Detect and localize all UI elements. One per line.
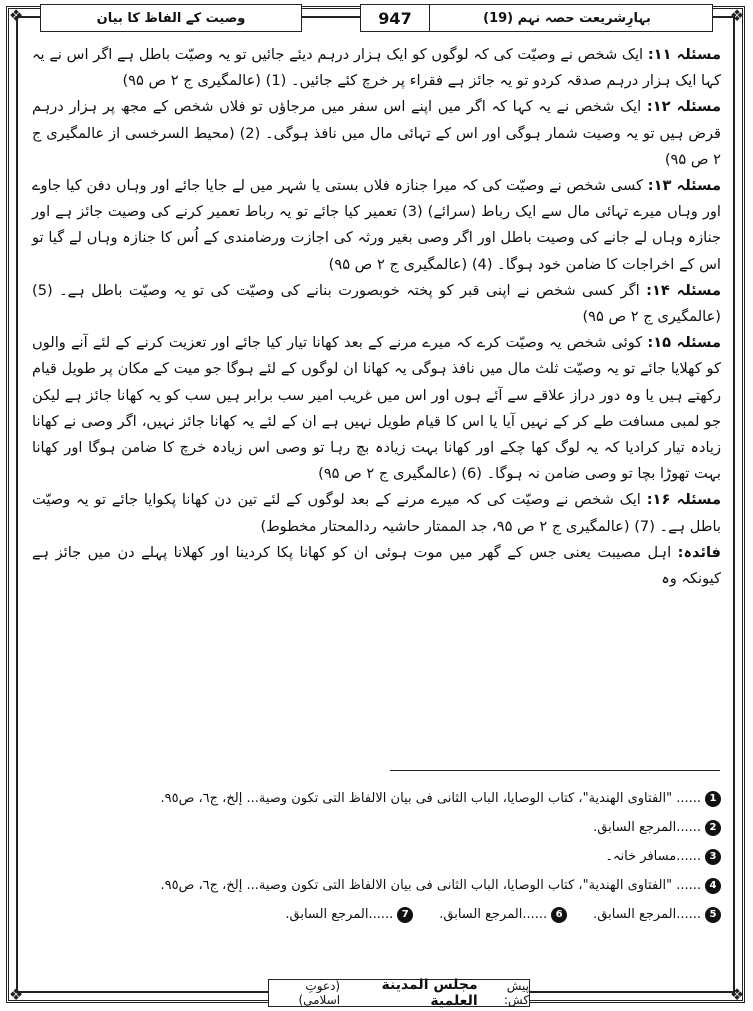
corner-ornament-icon: ❖: [8, 6, 24, 25]
masala-label: مسئلہ ۱۱:: [647, 46, 722, 63]
main-text: [32, 42, 721, 592]
footnote-text: ......المرجع السابق.: [439, 907, 548, 922]
footnote-number: 6: [551, 907, 567, 923]
masala-label: مسئلہ ۱۳:: [647, 177, 722, 195]
footnote-number: 5: [705, 907, 721, 923]
paragraph-text: کوئی شخص یہ وصیّت کرے کہ میرے مرنے کے بعد کھانا تیار کیا جائے اور تعزیت کرنے کے لئے آنے والوں کو کھلایا جائے تو یہ وصیّت ثلث مال میں نافذ ہوگی یہ کھانا ان لوگوں کے لئے ہوگا جو میت کے مکان پر طویل قیام رکھتے ہیں یا وہ دور دراز علاقے سے آئے ہوں اور اس میں غریب امیر سب برابر ہیں سب کو یہ کھانا جائز ہے لیکن جو لمبی مسافت طے کر کے نہیں آیا یا اس کا قیام طویل نہیں ہے ان کے لئے یہ کھانا جائز نہیں، اگر وصی نے کھانا زیادہ تیار کرادیا کہ یہ لوگ کھا چکے اور کھانا بہت زیادہ بچ رہا تو وصی اس زیادہ خرچ کا ضامن ہوگا اور کھانا بہت تھوڑا بچا تو وصی ضامن نہ ہوگا۔ (6) (عالمگیری ج ۲ ص ۹۵): [32, 334, 721, 483]
paragraph-text: اگر کسی شخص نے اپنی قبر کو پختہ خوبصورت بنانے کی وصیّت کی تو یہ وصیّت باطل ہے۔ (5) (عالمگیری ج ۲ ص ۹۵): [32, 281, 721, 326]
publisher-box: [268, 979, 530, 1007]
footnote: [32, 813, 721, 842]
publisher-name: مجلس المدينة العلمية: [381, 977, 478, 1009]
faida-label: فائدہ:: [677, 543, 721, 561]
footnote-text: ......المرجع السابق.: [593, 820, 701, 835]
paragraph-text: ایک شخص نے وصیّت کی کہ لوگوں کو ایک ہزار درہم دیئے جائیں تو یہ وصیّت باطل ہے اگر اس نے یہ کہا ایک ہزار درہم صدقہ کردو تو یہ جائز ہے فقراء پر خرچ کئے جائیں۔ (1) (عالمگیری ج ۲ ص ۹۵): [32, 46, 721, 90]
masala-label: مسئلہ ۱۲:: [646, 98, 721, 116]
corner-ornament-icon: ❖: [729, 985, 745, 1004]
footnote: [593, 900, 721, 929]
corner-ornament-icon: ❖: [8, 985, 24, 1004]
masala-label: مسئلہ ۱۴:: [646, 281, 721, 299]
footnotes: [32, 784, 721, 929]
book-title: بہارِشریعت حصہ نہم (19): [421, 4, 713, 32]
footnote: [32, 871, 721, 900]
paragraph: [32, 487, 721, 539]
paragraph: [32, 173, 721, 278]
paragraph: [32, 540, 721, 592]
footnote-text: ...... "الفتاوى الهندية"، كتاب الوصايا، الباب الثانى فى بيان الالفاظ التى تكون وصية... إلخ، ج٦، ص٩٥.: [160, 878, 701, 893]
paragraph-text: اہل مصیبت یعنی جس کے گھر میں موت ہوئی ان کو کھانا پکا کردینا اور کھلانا پہلے دن میں جائز ہے کیونکہ وہ: [32, 543, 721, 588]
footnote-text: ......المرجع السابق.: [285, 907, 394, 922]
page-footer: [20, 979, 733, 1007]
footnote-number: 4: [705, 878, 721, 894]
footnote: [32, 842, 721, 871]
page-number: 947: [360, 4, 430, 32]
footnote: [285, 900, 413, 929]
footnote-number: 1: [705, 791, 721, 807]
paragraph-text: ایک شخص نے وصیّت کی کہ میرے مرنے کے بعد لوگوں کے لئے تین دن کھانا پکوایا جائے تو یہ وصیّت باطل ہے۔ (7) (عالمگیری ج ۲ ص ۹۵، جد الممتار حاشیہ ردالمحتار مخطوط): [32, 491, 721, 535]
chapter-title: وصیت کے الفاظ کا بیان: [40, 4, 302, 32]
paragraph: [32, 94, 721, 173]
corner-ornament-icon: ❖: [729, 6, 745, 25]
footnote: [439, 900, 567, 929]
paragraph-text: کسی شخص نے وصیّت کی کہ میرا جنازہ فلاں بستی یا شہر میں لے جایا جائے اور وہاں دفن کیا جاوے اور وہاں میرے تہائی مال سے ایک رباط (سرائے) (3) تعمیر کیا جائے تو یہ رباط تعمیر کرنے کی وصیت جائز ہے اور جنازہ وہاں لے جانے کی وصیت باطل اور اگر وصی بغیر ورثہ کی اجازت ورضامندی کے اُس کا جنازہ وہاں لے گیا تو اس کے اخراجات کا ضامن خود ہوگا۔ (4) (عالمگیری ج ۲ ص ۹۵): [32, 177, 721, 273]
footnote-text: ...... "الفتاوى الهندية"، كتاب الوصايا، الباب الثانى فى بيان الالفاظ التى تكون وصية... إلخ، ج٦، ص٩٥.: [160, 791, 701, 806]
footer-prefix: پیش کش:: [503, 979, 529, 1007]
footnote-text: ......المرجع السابق.: [593, 907, 701, 922]
footnote-row: [32, 900, 721, 929]
paragraph-text: ایک شخص نے یہ کہا کہ اگر میں اپنے اس سفر میں مرجاؤں تو فلاں شخص کے مجھ پر ہزار درہم قرض ہیں تو یہ وصیت شمار ہوگی اور اس کے تہائی مال میں نافذ ہوگی۔ (2) (محیط السرخسی از عالمگیری ج ۲ ص ۹۵): [32, 98, 721, 168]
masala-label: مسئلہ ۱۵:: [647, 334, 721, 352]
footnote-number: 2: [705, 820, 721, 836]
footnote-number: 3: [705, 849, 721, 865]
masala-label: مسئلہ ۱۶:: [646, 491, 722, 509]
footnote-number: 7: [397, 907, 413, 923]
footer-suffix: (دعوتِ اسلامی): [298, 979, 341, 1007]
footnote: [32, 784, 721, 813]
page-header: [20, 4, 733, 32]
footnote-text: ......مسافر خانہ۔: [605, 849, 701, 864]
paragraph: [32, 330, 721, 487]
paragraph: [32, 42, 721, 94]
footnote-separator: [390, 770, 720, 771]
paragraph: [32, 278, 721, 330]
